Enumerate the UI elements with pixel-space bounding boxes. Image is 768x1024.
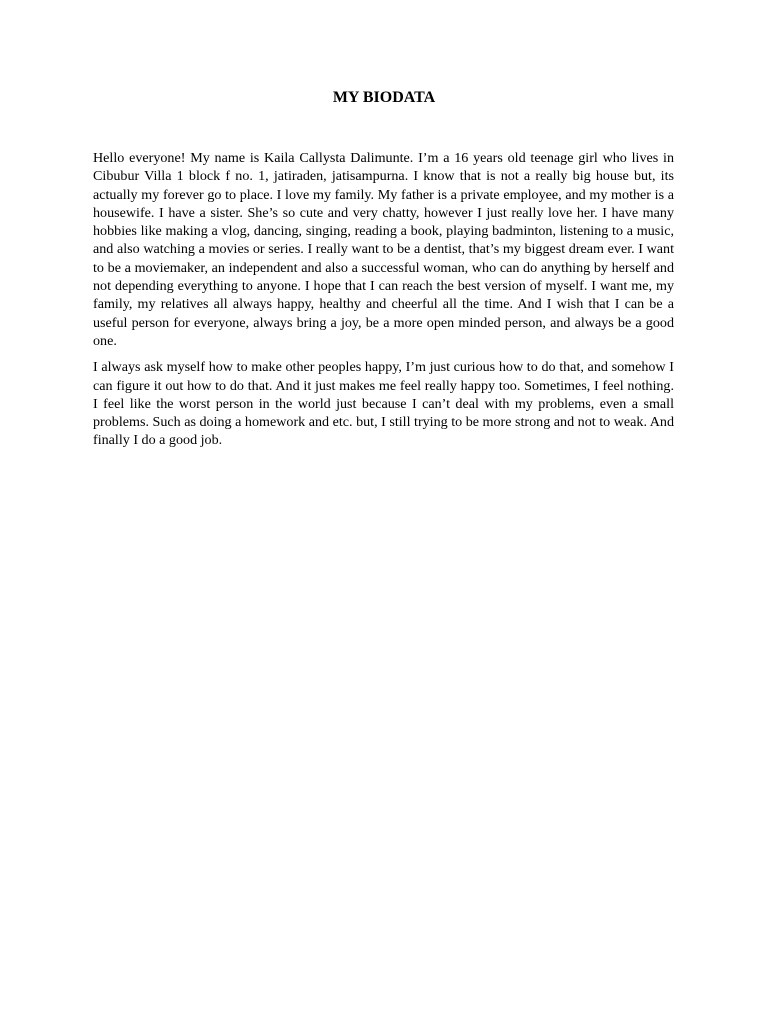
- document-body: [93, 149, 674, 458]
- paragraph-reflection: I always ask myself how to make other peoples happy, I’m just curious how to do that, and somehow I can figure it out how to do that. And it just makes me feel really happy too. Sometimes, I feel nothing. I feel like the worst person in the world just because I can’t deal with my problems, even a small problems. Such as doing a homework and etc. but, I still trying to be more strong and not to weak. And finally I do a good job.: [93, 359, 674, 449]
- page-title: MY BIODATA: [332, 89, 436, 106]
- paragraph-intro: Hello everyone! My name is Kaila Callysta Dalimunte. I’m a 16 years old teenage girl who lives in Cibubur Villa 1 block f no. 1, jatiraden, jatisampurna. I know that is not a really big house but, its actually my forever go to place. I love my family. My father is a private employee, and my mother is a housewife. I have a sister. She’s so cute and very chatty, however I just really love her. I have many hobbies like making a vlog, dancing, singing, reading a book, playing badminton, listening to a music, and also watching a movies or series. I really want to be a dentist, that’s my biggest dream ever. I want to be a moviemaker, an independent and also a successful woman, who can do anything by herself and not depending everything to anyone. I hope that I can reach the best version of myself. I want me, my family, my relatives all always happy, healthy and cheerful all the time. And I wish that I can be a useful person for everyone, always bring a joy, be a more open minded person, and always be a good one.: [93, 150, 674, 349]
